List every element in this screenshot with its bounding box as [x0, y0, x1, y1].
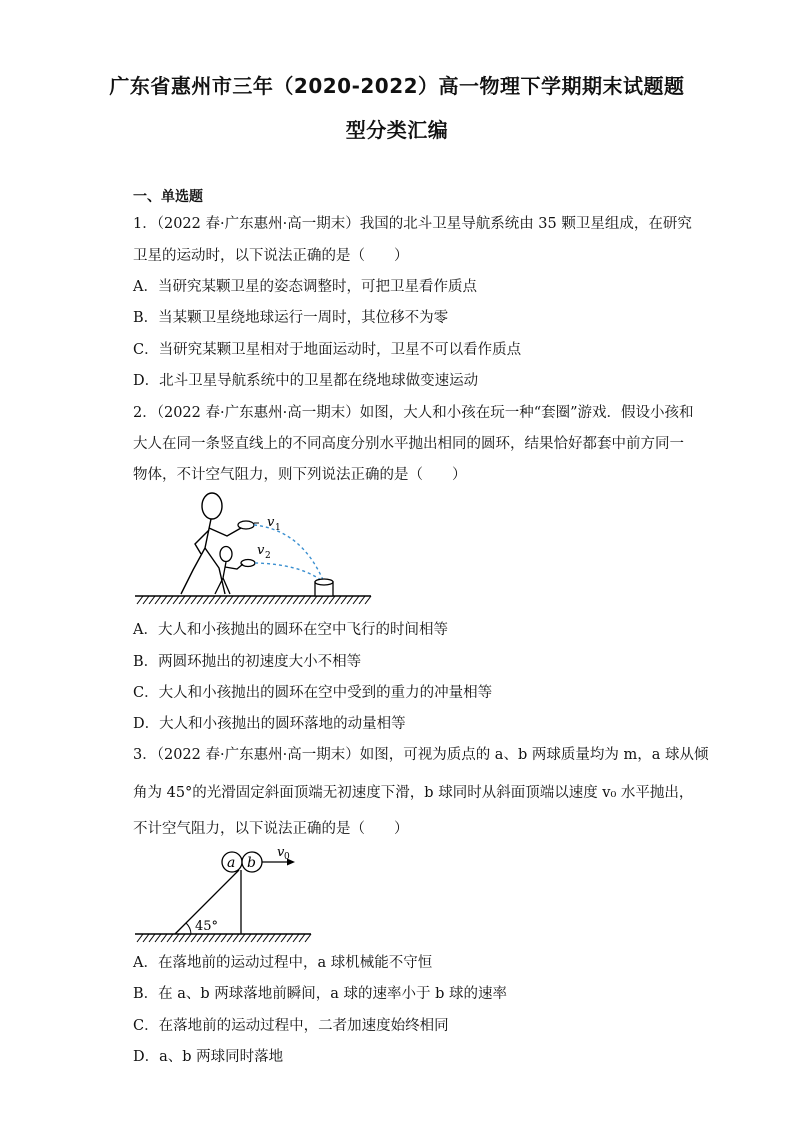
- q1-option-d: D．北斗卫星导航系统中的卫星都在绕地球做变速运动: [133, 373, 479, 389]
- q3-option-c: C．在落地前的运动过程中，二者加速度始终相同: [133, 1018, 449, 1034]
- v2-subscript: 2: [265, 551, 271, 561]
- q1-stem-line1: 1．（2022 春·广东惠州·高一期末）我国的北斗卫星导航系统由 35 颗卫星组成，在研究: [133, 216, 692, 232]
- q2-ring-toss-figure: [133, 490, 373, 606]
- q1-stem-line2: 卫星的运动时，以下说法正确的是（ ）: [133, 248, 409, 264]
- q3-stem-line1: 3．（2022 春·广东惠州·高一期末）如图，可视为质点的 a、b 两球质量均为 m，a 球从倾: [133, 747, 709, 763]
- q2-option-d: D．大人和小孩抛出的圆环落地的动量相等: [133, 716, 406, 732]
- q2-stem-line2: 大人在同一条竖直线上的不同高度分别水平抛出相同的圆环，结果恰好都套中前方同一: [133, 436, 684, 452]
- target-object: [315, 579, 333, 596]
- ball-a-label: a: [227, 855, 236, 871]
- v1-label: v: [267, 515, 275, 530]
- q2-option-c: C．大人和小孩抛出的圆环在空中受到的重力的冲量相等: [133, 685, 493, 701]
- q2-stem-line3: 物体，不计空气阻力，则下列说法正确的是（ ）: [133, 467, 467, 483]
- adult-ring: [238, 521, 254, 529]
- q1-option-b: B．当某颗卫星绕地球运行一周时，其位移不为零: [133, 310, 449, 326]
- v2-label: v: [257, 543, 265, 558]
- v0-subscript: 0: [284, 852, 290, 862]
- q3-stem-line2: 角为 45°的光滑固定斜面顶端无初速度下滑，b 球同时从斜面顶端以速度 v₀ 水平抛出，: [133, 785, 694, 801]
- child-ring: [241, 560, 255, 567]
- q3-option-a: A．在落地前的运动过程中，a 球机械能不守恒: [133, 955, 433, 971]
- q3-stem-line3: 不计空气阻力，以下说法正确的是（ ）: [133, 821, 409, 837]
- q1-option-c: C．当研究某颗卫星相对于地面运动时，卫星不可以看作质点: [133, 342, 522, 358]
- q1-option-a: A．当研究某颗卫星的姿态调整时，可把卫星看作质点: [133, 279, 477, 295]
- document-title-line1: 广东省惠州市三年（2020-2022）高一物理下学期期末试题题: [109, 74, 685, 98]
- v0-label: v: [277, 845, 285, 860]
- section-heading: 一、单选题: [133, 189, 203, 205]
- q2-option-b: B．两圆环抛出的初速度大小不相等: [133, 654, 362, 670]
- v1-subscript: 1: [275, 523, 281, 533]
- adult-figure: [181, 493, 241, 594]
- q2-option-a: A．大人和小孩抛出的圆环在空中飞行的时间相等: [133, 622, 448, 638]
- q2-stem-line1: 2．（2022 春·广东惠州·高一期末）如图，大人和小孩在玩一种“套圈”游戏．假设小孩和: [133, 405, 694, 421]
- q3-incline-figure: [133, 840, 313, 944]
- document-title-line2: 型分类汇编: [345, 118, 449, 142]
- trajectory-2: [255, 563, 321, 580]
- q3-option-d: D．a、b 两球同时落地: [133, 1049, 284, 1065]
- q3-option-b: B．在 a、b 两球落地前瞬间，a 球的速率小于 b 球的速率: [133, 986, 508, 1002]
- angle-label: 45°: [195, 919, 219, 934]
- ball-b-label: b: [247, 855, 256, 871]
